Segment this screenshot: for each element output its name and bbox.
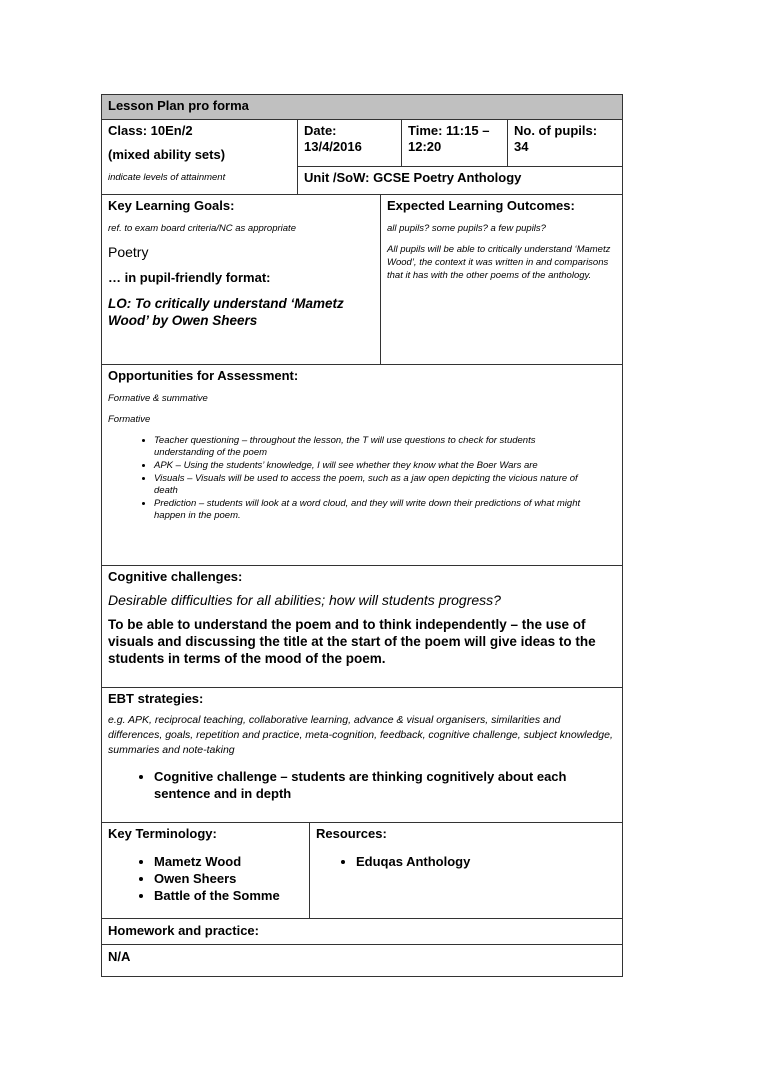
- ebt-cell: [101, 687, 623, 823]
- unit-value: Unit /SoW: GCSE Poetry Anthology: [304, 170, 522, 185]
- terminology-cell: [101, 822, 310, 919]
- list-item: • Prediction – students will look at a word cloud, and they will write down their predictions of what might happen in the poem.: [154, 498, 586, 522]
- assessment-hint: Formative & summative: [108, 393, 208, 404]
- date-value: 13/4/2016: [304, 139, 362, 154]
- date-cell: [297, 119, 402, 167]
- list-item: • Owen Sheers: [154, 870, 303, 887]
- outcomes-cell: [380, 194, 623, 365]
- homework-value: N/A: [108, 949, 131, 964]
- list-item: • Mametz Wood: [154, 853, 303, 870]
- class-cell: [101, 119, 298, 195]
- pupils-cell: [507, 119, 623, 167]
- cognitive-cell: [101, 565, 623, 688]
- assessment-cell: [101, 364, 623, 566]
- date-label: Date:: [304, 123, 337, 138]
- outcomes-heading: Expected Learning Outcomes:: [387, 198, 575, 213]
- list-item: • Visuals – Visuals will be used to access the poem, such as a jaw open depicting the vicious nature of death: [154, 473, 586, 497]
- time-value: 12:20: [408, 139, 442, 154]
- pupils-label: No. of pupils:: [514, 123, 598, 138]
- homework-heading-cell: [101, 918, 623, 945]
- class-hint: indicate levels of attainment: [108, 172, 226, 183]
- resources-heading: Resources:: [316, 826, 387, 841]
- cognitive-hint: Desirable difficulties for all abilities; how will students progress?: [108, 592, 501, 608]
- goals-topic: Poetry: [108, 244, 149, 260]
- pupils-value: 34: [514, 139, 529, 154]
- goals-hint: ref. to exam board criteria/NC as appropriate: [108, 223, 296, 234]
- goals-heading: Key Learning Goals:: [108, 198, 235, 213]
- list-item: • Cognitive challenge – students are thinking cognitively about each sentence and in depth: [154, 768, 596, 802]
- terminology-heading: Key Terminology:: [108, 826, 217, 841]
- assessment-heading: Opportunities for Assessment:: [108, 368, 299, 383]
- time-cell: [401, 119, 508, 167]
- ebt-heading: EBT strategies:: [108, 691, 204, 706]
- homework-value-cell: [101, 944, 623, 977]
- goals-cell: [101, 194, 381, 365]
- list-item: • Eduqas Anthology: [356, 853, 616, 870]
- learning-objective: LO: To critically understand ‘Mametz Wood’ by Owen Sheers: [108, 296, 344, 328]
- assessment-type: Formative: [108, 414, 151, 425]
- outcomes-hint: all pupils? some pupils? a few pupils?: [387, 223, 546, 234]
- resources-cell: [309, 822, 623, 919]
- unit-cell: [297, 166, 623, 195]
- class-sets: (mixed ability sets): [108, 147, 226, 162]
- outcomes-text: All pupils will be able to critically understand ‘Mametz Wood’, the context it was written in and comparisons that it has with the other poems of the anthology.: [387, 244, 611, 281]
- class-label: Class: 10En/2: [108, 123, 193, 138]
- list-item: • APK – Using the students’ knowledge, I will see whether they know what the Boer Wars are: [154, 460, 586, 472]
- time-label: Time: 11:15 –: [408, 123, 490, 138]
- list-item: • Teacher questioning – throughout the lesson, the T will use questions to check for students understanding of the poem: [154, 435, 586, 459]
- cognitive-text: To be able to understand the poem and to think independently – the use of visuals and discussing the title at the start of the poem will give ideas to the students in terms of the mood of the poem.: [108, 617, 596, 666]
- goals-friendly: … in pupil-friendly format:: [108, 270, 271, 285]
- homework-heading: Homework and practice:: [108, 923, 259, 938]
- title-row: [101, 94, 623, 120]
- cognitive-heading: Cognitive challenges:: [108, 569, 243, 584]
- list-item: • Battle of the Somme: [154, 887, 303, 904]
- ebt-hint: e.g. APK, reciprocal teaching, collaborative learning, advance & visual organisers, similarities and differences, goals, repetition and practice, meta-cognition, feedback, cognitive challenge, subject knowledge, summaries and note-taking: [108, 714, 613, 756]
- form-title: Lesson Plan pro forma: [108, 98, 249, 113]
